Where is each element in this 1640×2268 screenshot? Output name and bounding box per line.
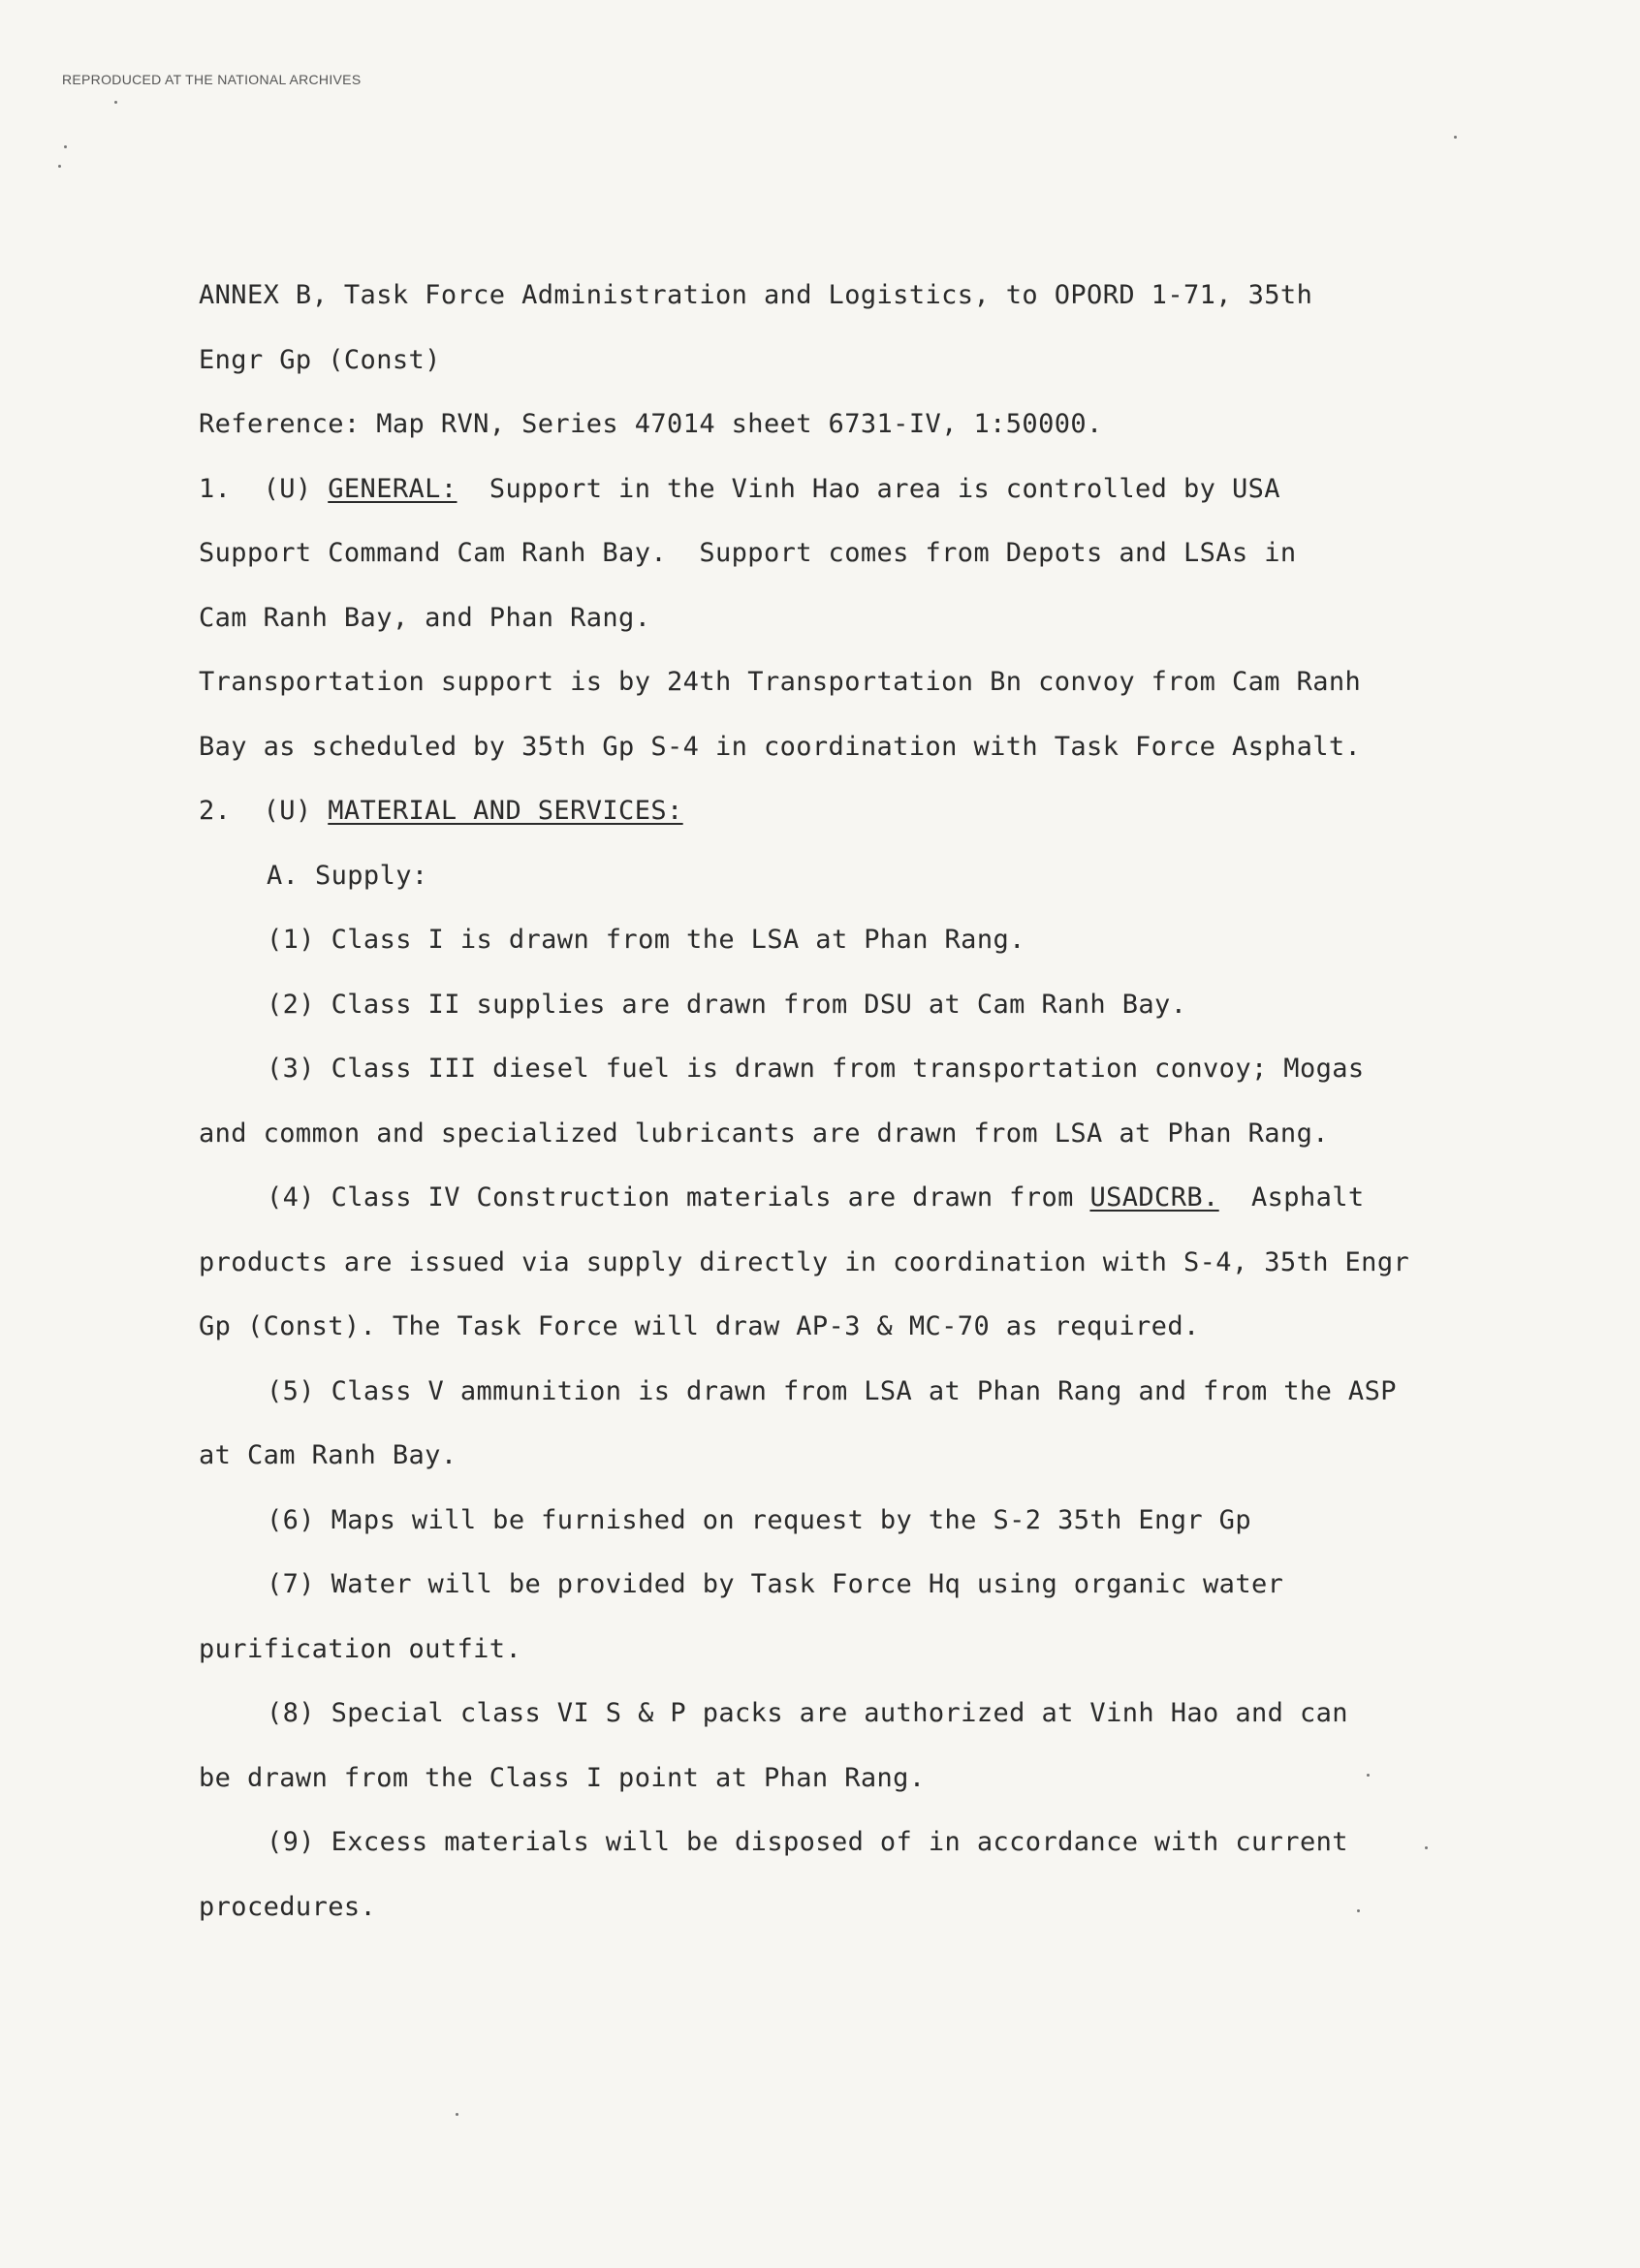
section-1-line-3: Cam Ranh Bay, and Phan Rang. — [199, 602, 651, 633]
section-heading: GENERAL: — [328, 473, 457, 504]
classification-marker: (U) — [263, 473, 312, 504]
item-9-line-1: (9) Excess materials will be disposed of in accordance with current — [267, 1827, 1348, 1857]
item-5-line-2: at Cam Ranh Bay. — [199, 1440, 457, 1470]
scan-speck — [114, 101, 117, 104]
item-5-line-1: (5) Class V ammunition is drawn from LSA at Phan Rang and from the ASP — [267, 1375, 1397, 1406]
scan-speck — [58, 165, 61, 168]
item-text: (4) Class IV Construction materials are drawn from — [267, 1182, 1090, 1213]
document-body — [199, 264, 1459, 1939]
agency-abbreviation: USADCRB. — [1089, 1182, 1219, 1213]
item-text: Asphalt — [1218, 1182, 1365, 1213]
scan-speck — [64, 145, 67, 148]
section-1-line-5: Bay as scheduled by 35th Gp S-4 in coordination with Task Force Asphalt. — [199, 731, 1362, 762]
item-9-line-2: procedures. — [199, 1891, 377, 1922]
subsection-supply: A. Supply: — [267, 860, 428, 891]
section-text: Support in the Vinh Hao area is controlled by USA — [489, 473, 1280, 504]
item-7-line-2: purification outfit. — [199, 1633, 522, 1664]
item-7-line-1: (7) Water will be provided by Task Force Hq using organic water — [267, 1569, 1284, 1599]
section-1-line-4: Transportation support is by 24th Transportation Bn convoy from Cam Ranh — [199, 667, 1362, 697]
item-3-line-1: (3) Class III diesel fuel is drawn from transportation convoy; Mogas — [267, 1054, 1365, 1084]
archives-stamp: REPRODUCED AT THE NATIONAL ARCHIVES — [62, 72, 362, 87]
section-heading: MATERIAL AND SERVICES: — [328, 796, 683, 826]
section-1-heading-line — [199, 457, 1459, 522]
item-3-line-2: and common and specialized lubricants are drawn from LSA at Phan Rang. — [199, 1118, 1329, 1149]
item-8-line-2: be drawn from the Class I point at Phan Rang. — [199, 1762, 926, 1793]
scan-speck — [1454, 136, 1457, 139]
item-6: (6) Maps will be furnished on request by the S-2 35th Engr Gp — [267, 1504, 1251, 1535]
section-number: 2. — [199, 796, 232, 826]
section-number: 1. — [199, 473, 232, 504]
item-4-line-2: products are issued via supply directly in coordination with S-4, 35th Engr — [199, 1246, 1410, 1277]
annex-title-line-2: Engr Gp (Const) — [199, 344, 441, 375]
item-8-line-1: (8) Special class VI S & P packs are authorized at Vinh Hao and can — [267, 1698, 1348, 1728]
classification-marker: (U) — [263, 796, 312, 826]
item-4-line-1 — [199, 1166, 1459, 1231]
scan-speck — [456, 2113, 458, 2116]
section-1-line-2: Support Command Cam Ranh Bay. Support comes from Depots and LSAs in — [199, 538, 1297, 568]
item-2: (2) Class II supplies are drawn from DSU at Cam Ranh Bay. — [267, 989, 1187, 1020]
annex-title-line-1: ANNEX B, Task Force Administration and Logistics, to OPORD 1-71, 35th — [199, 280, 1313, 310]
reference-line: Reference: Map RVN, Series 47014 sheet 6731-IV, 1:50000. — [199, 409, 1103, 439]
item-4-line-3: Gp (Const). The Task Force will draw AP-3 & MC-70 as required. — [199, 1311, 1200, 1341]
item-1: (1) Class I is drawn from the LSA at Phan Rang. — [267, 925, 1025, 955]
section-2-heading-line — [199, 779, 1459, 844]
